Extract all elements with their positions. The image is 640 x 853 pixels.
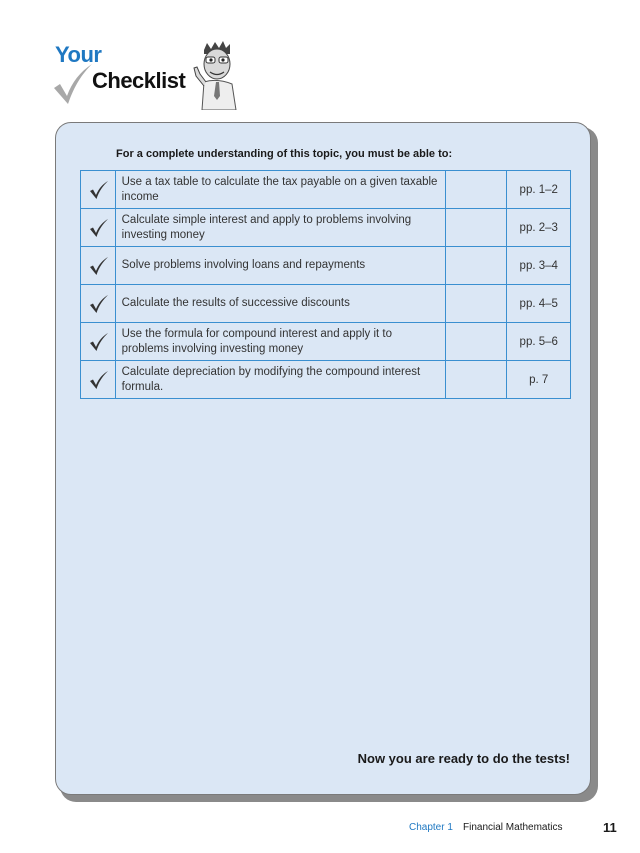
tick-icon <box>87 293 109 315</box>
tick-cell <box>81 323 116 361</box>
table-row <box>81 171 571 209</box>
page-ref: pp. 4–5 <box>507 285 571 323</box>
list-item: Calculate the results of successive discounts <box>115 285 446 323</box>
blank-cell <box>446 171 507 209</box>
list-item: Calculate simple interest and apply to problems involving investing money <box>115 209 446 247</box>
mascot-pointing-icon <box>192 40 242 110</box>
tick-cell <box>81 361 116 399</box>
checkmark-icon <box>50 62 94 106</box>
blank-cell <box>446 285 507 323</box>
list-item: Use the formula for compound interest and apply it to problems involving investing money <box>115 323 446 361</box>
blank-cell <box>446 247 507 285</box>
table-row <box>81 247 571 285</box>
page-ref: pp. 1–2 <box>507 171 571 209</box>
tick-icon <box>87 331 109 353</box>
page-number: 11 <box>603 820 617 835</box>
tick-icon <box>87 255 109 277</box>
tick-cell <box>81 209 116 247</box>
tick-icon <box>87 179 109 201</box>
table-row <box>81 285 571 323</box>
footer-subject: Financial Mathematics <box>463 822 563 833</box>
tick-cell <box>81 247 116 285</box>
table-row <box>81 209 571 247</box>
table-row <box>81 323 571 361</box>
blank-cell <box>446 361 507 399</box>
tick-icon <box>87 217 109 239</box>
page-ref: pp. 5–6 <box>507 323 571 361</box>
blank-cell <box>446 323 507 361</box>
list-item: Calculate depreciation by modifying the compound interest formula. <box>115 361 446 399</box>
closing-message: Now you are ready to do the tests! <box>357 751 570 766</box>
table-row <box>81 361 571 399</box>
tick-cell <box>81 171 116 209</box>
footer-chapter: Chapter 1 <box>409 822 453 833</box>
list-item: Use a tax table to calculate the tax payable on a given taxable income <box>115 171 446 209</box>
checklist-table <box>80 170 571 399</box>
checklist-intro: For a complete understanding of this topic, you must be able to: <box>116 148 453 160</box>
list-item: Solve problems involving loans and repayments <box>115 247 446 285</box>
title-checklist: Checklist <box>92 68 186 93</box>
title-your: Your <box>55 42 102 67</box>
blank-cell <box>446 209 507 247</box>
page-ref: pp. 2–3 <box>507 209 571 247</box>
tick-icon <box>87 369 109 391</box>
tick-cell <box>81 285 116 323</box>
page-ref: pp. 3–4 <box>507 247 571 285</box>
page-ref: p. 7 <box>507 361 571 399</box>
